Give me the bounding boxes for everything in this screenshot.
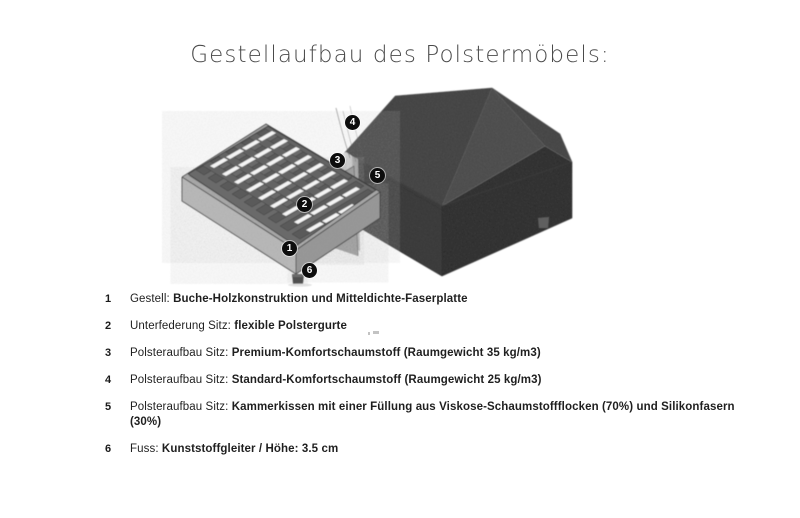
legend-lead: Polsteraufbau Sitz: [130,347,232,359]
callout-badge-1[interactable]: 1 [282,241,297,256]
callout-badge-4[interactable]: 4 [345,115,360,130]
legend-number: 2 [105,320,112,332]
legend-lead: Polsteraufbau Sitz: [130,374,232,386]
legend-value: Kunststoffgleiter / Höhe: 3.5 cm [161,443,339,455]
legend-value: Premium-Komfortschaumstoff (Raumgewicht 35 kg/m3) [231,347,541,359]
legend-number: 4 [105,374,112,386]
legend-value: Kammerkissen mit einer Füllung aus Viskose-Schaumstoffflocken (70%) und Silikonfasern (30%) [130,401,735,428]
legend-value: flexible Polstergurte [234,320,347,332]
legend-text [130,319,765,334]
legend-text [130,442,765,457]
callout-badge-3[interactable]: 3 [330,153,345,168]
legend-text [130,292,765,307]
legend-text [130,400,765,430]
page-title: Gestellaufbau des Polstermöbels: [190,42,610,68]
callout-badge-2[interactable]: 2 [297,197,312,212]
legend-item-3 [105,346,765,361]
legend-number: 1 [105,293,112,305]
legend-item-6 [105,442,765,457]
legend-lead: Gestell: [130,293,174,305]
legend-item-1 [105,292,765,307]
furniture-svg [140,78,620,288]
callout-badge-6[interactable]: 6 [302,263,317,278]
legend-item-2 [105,319,765,334]
legend-number: 5 [105,401,112,413]
furniture-cutaway-illustration [140,78,620,288]
legend-text [130,346,765,361]
scan-artifact [368,330,382,336]
legend-value: Standard-Komfortschaumstoff (Raumgewicht 25 kg/m3) [231,374,542,386]
legend-item-5 [105,400,765,430]
legend-lead: Polsteraufbau Sitz: [130,401,232,413]
legend-number: 3 [105,347,112,359]
legend-text [130,373,765,388]
legend-list [105,292,765,469]
legend-number: 6 [105,443,112,455]
legend-value: Buche-Holzkonstruktion und Mitteldichte-Faserplatte [173,293,468,305]
callout-badge-5[interactable]: 5 [370,168,385,183]
legend-item-4 [105,373,765,388]
legend-lead: Fuss: [130,443,162,455]
legend-lead: Unterfederung Sitz: [130,320,235,332]
